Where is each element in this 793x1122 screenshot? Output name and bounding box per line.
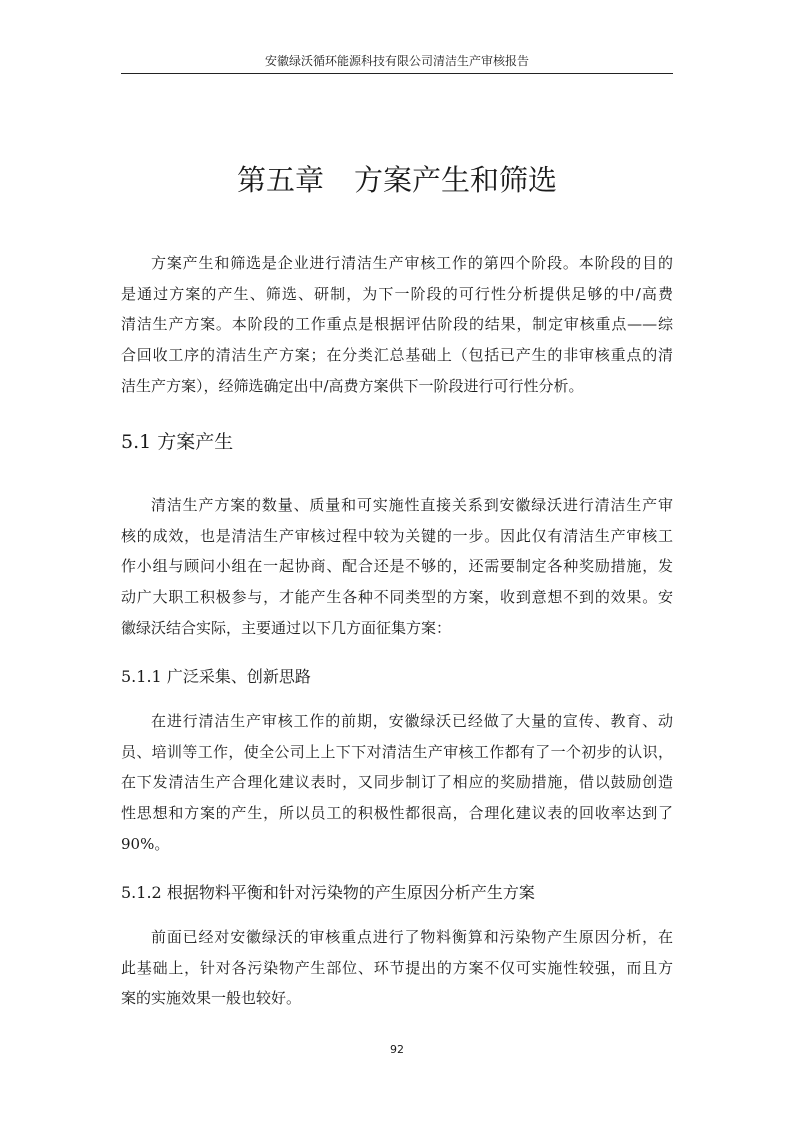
paragraph-line: 前面已经对安徽绿沃的审核重点进行了物料衡算和污染物产生原因分析，在 [151, 928, 673, 946]
section-number: 5.1.2 [121, 883, 162, 902]
chapter-name: 方案产生和筛选 [354, 163, 558, 197]
section-heading-5-1-1 [121, 665, 311, 689]
intro-paragraph [121, 248, 673, 401]
paragraph-line: 案的实施效果一般也较好。 [121, 989, 302, 1008]
section-title: 广泛采集、创新思路 [166, 667, 311, 686]
paragraph-line: 洁生产方案），经筛选确定出中/高费方案供下一阶段进行可行性分析。 [121, 376, 584, 395]
section-5-1-2-paragraph [121, 922, 673, 1014]
paragraph-line: 90%。 [121, 834, 170, 853]
paragraph-line: 清洁生产方案的数量、质量和可实施性直接关系到安徽绿沃进行清洁生产审 [151, 496, 673, 514]
section-heading-5-1-2 [121, 881, 535, 905]
paragraph-line: 合回收工序的清洁生产方案；在分类汇总基础上（包括已产生的非审核重点的清 [121, 346, 673, 365]
section-number: 5.1.1 [121, 667, 162, 686]
page-number: 92 [390, 1043, 404, 1056]
paragraph-line: 核的成效，也是清洁生产审核过程中较为关键的一步。因此仅有清洁生产审核工 [121, 526, 673, 545]
paragraph-line: 在进行清洁生产审核工作的前期，安徽绿沃已经做了大量的宣传、教育、动 [151, 712, 673, 730]
chapter-number: 第五章 [236, 163, 324, 197]
paragraph-line: 是通过方案的产生、筛选、研制，为下一阶段的可行性分析提供足够的中/高费 [121, 284, 673, 303]
paragraph-line: 在下发清洁生产合理化建议表时，又同步制订了相应的奖励措施，借以鼓励创造 [121, 773, 673, 792]
header-divider [121, 73, 673, 74]
paragraph-line: 员、培训等工作，使全公司上上下下对清洁生产审核工作都有了一个初步的认识， [121, 742, 673, 761]
paragraph-line: 性思想和方案的产生，所以员工的积极性都很高，合理化建议表的回收率达到了 [121, 804, 673, 823]
page-header: 安徽绿沃循环能源科技有限公司清洁生产审核报告 [264, 54, 529, 68]
paragraph-line: 此基础上，针对各污染物产生部位、环节提出的方案不仅可实施性较强，而且方 [121, 958, 673, 977]
paragraph-line: 动广大职工积极参与，才能产生各种不同类型的方案，收到意想不到的效果。安 [121, 588, 673, 607]
paragraph-line: 方案产生和筛选是企业进行清洁生产审核工作的第四个阶段。本阶段的目的 [151, 254, 673, 272]
section-title: 根据物料平衡和针对污染物的产生原因分析产生方案 [166, 883, 535, 902]
chapter-title [121, 160, 673, 200]
paragraph-line: 清洁生产方案。本阶段的工作重点是根据评估阶段的结果，制定审核重点——综 [121, 315, 673, 334]
section-number: 5.1 [121, 431, 152, 453]
section-5-1-1-paragraph [121, 706, 673, 859]
paragraph-line: 作小组与顾问小组在一起协商、配合还是不够的，还需要制定各种奖励措施，发 [121, 557, 673, 576]
section-heading-5-1 [121, 428, 233, 456]
section-title: 方案产生 [157, 431, 234, 453]
paragraph-line: 徽绿沃结合实际，主要通过以下几方面征集方案： [121, 618, 452, 637]
section-5-1-paragraph [121, 490, 673, 643]
